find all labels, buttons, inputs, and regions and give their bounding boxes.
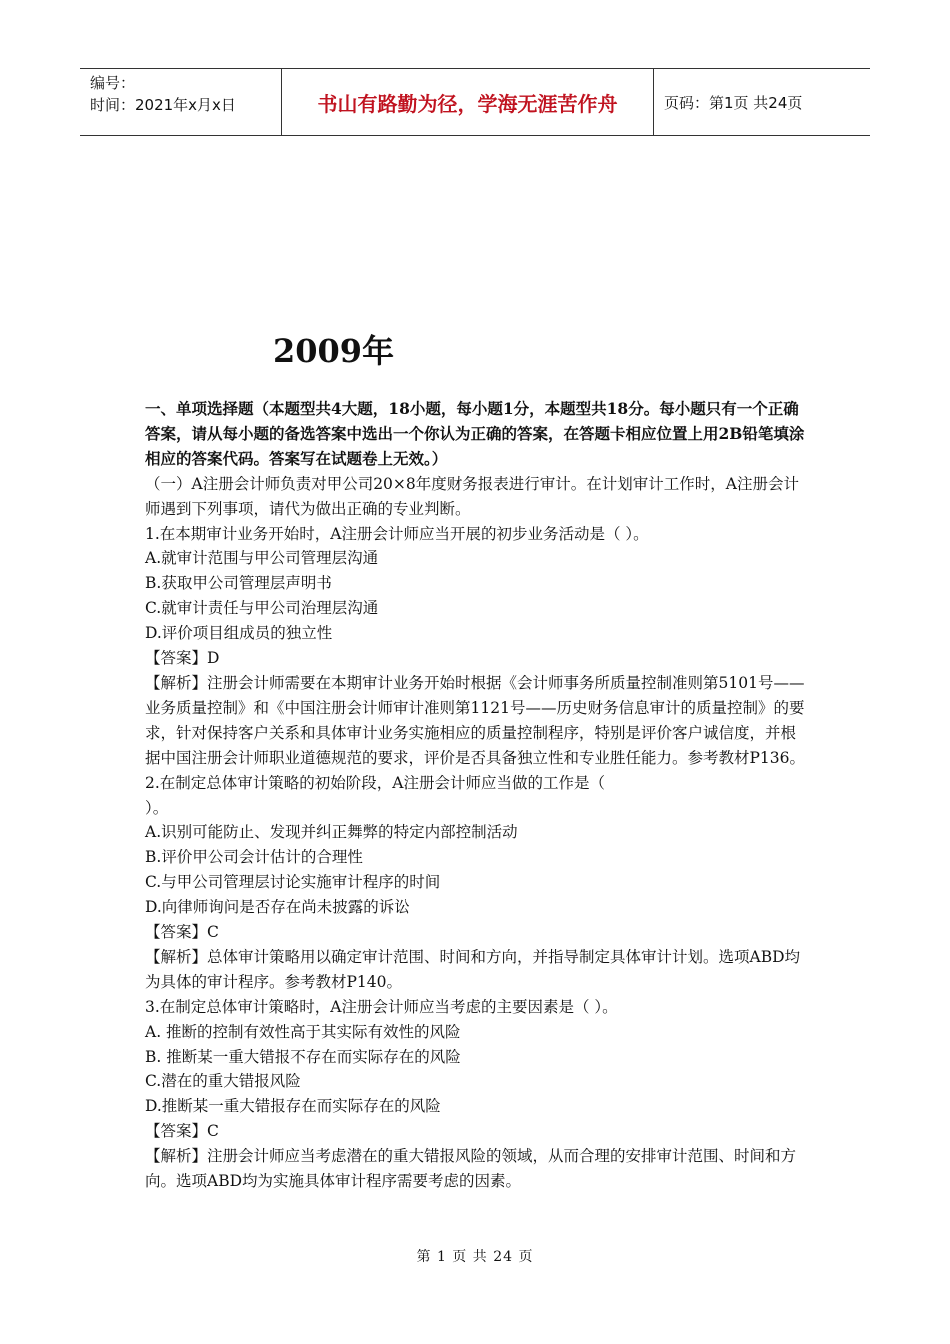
analysis: 【解析】注册会计师应当考虑潜在的重大错报风险的领域，从而合理的安排审计范围、时间和方向。选项ABD均为实施具体审计程序需要考虑的因素。 [145,1147,797,1191]
option-d: D.向律师询问是否存在尚未披露的诉讼 [145,898,410,917]
section-heading: 一、单项选择题（本题型共4大题，18小题，每小题1分，本题型共18分。每小题只有一个正确答案，请从每小题的备选答案中选出一个你认为正确的答案，在答题卡相应位置上用2B铅笔填涂相应的答案代码。答案写在试题卷上无效。） [145,399,805,468]
option-d: D.评价项目组成员的独立性 [145,624,333,643]
option-b: B. 推断某一重大错报不存在而实际存在的风险 [145,1047,461,1066]
option-c: C.潜在的重大错报风险 [145,1072,301,1091]
section-intro: （一）A注册会计师负责对甲公司20×8年度财务报表进行审计。在计划审计工作时，A注册会计师遇到下列事项，请代为做出正确的专业判断。 [145,474,799,518]
time-label: 时间：2021年x月x日 [90,96,236,114]
header-meta [80,69,282,135]
option-d: D.推断某一重大错报存在而实际存在的风险 [145,1097,441,1116]
option-a: A.识别可能防止、发现并纠正舞弊的特定内部控制活动 [145,823,518,842]
page-footer: 第 1 页 共 24 页 [416,1249,534,1265]
answer: 【答案】C [145,1122,219,1141]
analysis: 【解析】注册会计师需要在本期审计业务开始时根据《会计师事务所质量控制准则第5101号——业务质量控制》和《中国注册会计师审计准则第1121号——历史财务信息审计的质量控制》的要求，针对保持客户关系和具体审计业务实施相应的质量控制程序，特别是评价客户诚信度，并根据中国注册会计师职业道德规范的要求，评价是否具备独立性和专业胜任能力。参考教材P136。 [145,673,806,767]
question-stem: 3.在制定总体审计策略时，A注册会计师应当考虑的主要因素是（ ）。 [145,997,618,1016]
header-page-info: 页码：第1页 共24页 [664,93,803,112]
header-motto: 书山有路勤为径，学海无涯苦作舟 [282,69,654,135]
page-header [80,68,870,136]
option-b: B.获取甲公司管理层声明书 [145,574,332,593]
question-stem-continued: ）。 [145,798,169,817]
option-a: A. 推断的控制有效性高于其实际有效性的风险 [145,1022,461,1041]
option-b: B.评价甲公司会计估计的合理性 [145,848,363,867]
document-body [145,397,810,1194]
answer: 【答案】D [145,649,220,668]
page-title: 2009年 [273,332,395,370]
serial-label: 编号： [90,74,136,92]
option-a: A.就审计范围与甲公司管理层沟通 [145,549,379,568]
option-c: C.就审计责任与甲公司治理层沟通 [145,599,379,618]
analysis: 【解析】总体审计策略用以确定审计范围、时间和方向，并指导制定具体审计计划。选项ABD均为具体的审计程序。参考教材P140。 [145,947,801,991]
option-c: C.与甲公司管理层讨论实施审计程序的时间 [145,873,441,892]
question-stem: 2.在制定总体审计策略的初始阶段，A注册会计师应当做的工作是（ [145,773,605,792]
question-stem: 1.在本期审计业务开始时，A注册会计师应当开展的初步业务活动是（ ）。 [145,524,649,543]
answer: 【答案】C [145,923,219,942]
